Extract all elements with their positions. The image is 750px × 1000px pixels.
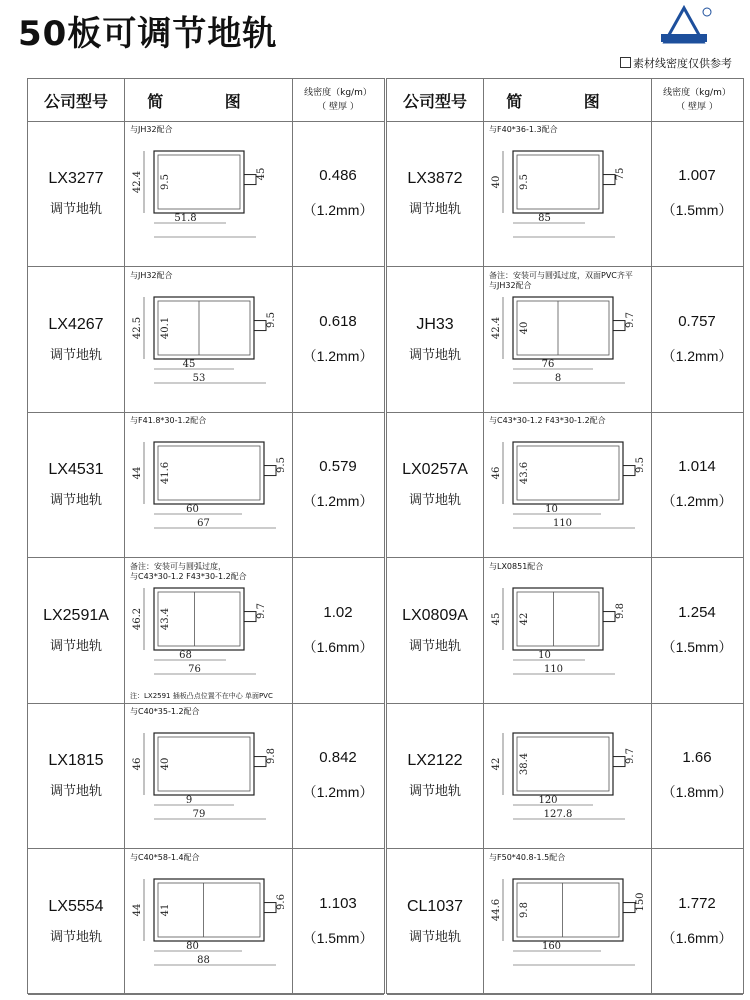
sketch-cell: [124, 849, 293, 994]
model-cell: [28, 121, 125, 266]
sketch-cell: [483, 121, 652, 266]
profile-slot: [613, 320, 625, 330]
dimension-label: 42: [491, 758, 502, 771]
table-row: [387, 121, 743, 267]
density-cell: [651, 703, 743, 848]
table-header: [387, 79, 743, 122]
dimension-label: 42.5: [132, 316, 143, 339]
density-value: 0.842: [319, 749, 357, 767]
sketch-cell: [483, 267, 652, 412]
model-number: CL1037: [406, 898, 464, 915]
density-cell: [651, 849, 743, 994]
dimension-label: 46: [132, 758, 143, 771]
dimension-label: 42: [519, 612, 530, 626]
dimension-label: 53: [192, 372, 206, 384]
profile-drawing: [124, 267, 292, 412]
density-value: 0.757: [678, 312, 716, 330]
dimension-label: 160: [541, 941, 562, 952]
wall-thickness: （1.2mm）: [302, 784, 374, 801]
product-type: 调节地轨: [408, 202, 461, 217]
wall-thickness: （1.2mm）: [302, 202, 374, 218]
sketch-cell: [483, 849, 652, 994]
table-row: [28, 121, 384, 267]
profile-slot: [603, 611, 615, 621]
density-cell: [651, 121, 743, 266]
profile-inner: [158, 883, 260, 937]
product-type: 调节地轨: [49, 930, 102, 945]
dimension-label: 46.2: [132, 607, 143, 630]
fit-caption: 与F41.8*30-1.2配合: [130, 416, 207, 426]
profile-drawing: [124, 703, 292, 848]
model-number: LX3872: [407, 170, 463, 187]
dimension-label: 127.8: [543, 809, 573, 821]
fit-caption: 与C40*58-1.4配合: [130, 853, 200, 862]
table-row: [387, 267, 743, 413]
dimension-label: 9.8: [519, 902, 530, 918]
profile-inner: [517, 883, 619, 937]
model-number: LX1815: [48, 752, 104, 770]
dimension-label: 110: [543, 663, 564, 675]
density-value: 0.618: [319, 312, 357, 330]
density-value: 1.103: [319, 895, 357, 912]
profile-inner: [517, 301, 609, 355]
density-value: 1.66: [682, 749, 712, 767]
table-row: [28, 267, 384, 413]
sketch-cell: [124, 267, 293, 412]
table-header: [28, 79, 384, 122]
profile-inner: [158, 737, 250, 791]
wall-thickness: （1.6mm）: [661, 930, 733, 946]
profile-drawing: [124, 849, 292, 994]
model-cell: [387, 412, 484, 557]
dimension-label: 46: [491, 466, 502, 480]
dimension-label: 85: [538, 213, 551, 224]
profile-slot: [244, 175, 256, 185]
header-density: [292, 79, 384, 121]
model-cell: [387, 703, 484, 848]
model-cell: [387, 558, 484, 703]
model-number: LX4531: [48, 461, 104, 479]
footnote: 注：LX2591 插板凸点位置不在中心 单面PVC: [130, 691, 273, 700]
model-cell: [28, 849, 125, 994]
dimension-label: 10: [538, 649, 551, 661]
profile-drawing: [124, 121, 292, 266]
sketch-cell: [124, 703, 293, 848]
profile-drawing: [483, 703, 651, 848]
dimension-label: 76: [188, 663, 201, 675]
profile-slot: [244, 611, 256, 621]
density-cell: [292, 558, 384, 703]
dimension-label: 45: [256, 167, 267, 181]
wall-thickness: （1.2mm）: [302, 347, 374, 364]
wall-thickness: （1.8mm）: [661, 784, 733, 801]
product-type: 调节地轨: [49, 784, 102, 800]
product-type: 调节地轨: [408, 638, 461, 654]
wall-thickness: （1.2mm）: [661, 347, 733, 364]
dimension-label: 88: [197, 955, 210, 966]
model-number: LX4267: [48, 315, 104, 333]
dimension-label: 45: [182, 358, 196, 370]
dimension-label: 9.5: [266, 311, 277, 328]
header-density: [651, 79, 743, 121]
dimension-label: 41: [160, 903, 171, 917]
dimension-label: 9.8: [615, 602, 626, 619]
sketch-cell: [124, 558, 293, 703]
dimension-label: 51.8: [174, 213, 197, 224]
model-cell: [387, 121, 484, 266]
density-cell: [292, 849, 384, 994]
product-type: 调节地轨: [408, 493, 461, 509]
profile-drawing: [483, 849, 651, 994]
dimension-label: 9.5: [276, 457, 287, 474]
sketch-cell: [483, 558, 652, 703]
dimension-label: 9.5: [160, 174, 171, 190]
profile-drawing: [483, 412, 651, 557]
density-value: 1.772: [678, 895, 716, 912]
table-row: [387, 703, 743, 849]
model-number: LX2122: [407, 752, 463, 770]
dimension-label: 40: [519, 321, 530, 334]
dimension-label: 9.7: [625, 748, 636, 765]
fit-caption: 与JH32配合: [130, 270, 173, 280]
wall-thickness: （1.5mm）: [302, 930, 374, 946]
reference-note: [620, 55, 732, 71]
wall-thickness: （1.6mm）: [302, 638, 374, 655]
wall-thickness: （1.5mm）: [661, 638, 733, 655]
dimension-label: 42.4: [132, 170, 143, 194]
table-row: [387, 849, 743, 995]
product-type: 调节地轨: [49, 347, 102, 363]
product-type: 调节地轨: [49, 638, 102, 654]
dimension-label: 9.5: [519, 174, 530, 190]
profile-slot: [264, 466, 276, 476]
dimension-label: 79: [192, 809, 206, 821]
model-cell: [387, 267, 484, 412]
sketch-cell: [483, 703, 652, 848]
profile-slot: [623, 466, 635, 476]
dimension-label: 40.1: [160, 316, 171, 339]
dimension-label: 9.5: [635, 457, 646, 474]
density-value: 1.02: [323, 603, 353, 621]
model-number: LX0809A: [402, 606, 468, 624]
header-wall-label: （ 壁厚 ）: [676, 102, 718, 112]
fit-caption: 与C43*30-1.2 F43*30-1.2配合: [489, 416, 606, 426]
dimension-label: 9: [185, 795, 193, 807]
dimension-label: 9.6: [276, 894, 287, 910]
profile-inner: [158, 301, 250, 355]
dimension-label: 44: [132, 903, 143, 917]
density-value: 1.014: [678, 458, 716, 476]
model-cell: [28, 558, 125, 703]
dimension-label: 38.4: [519, 753, 530, 776]
dimension-label: 44: [132, 466, 143, 480]
profile-inner: [517, 737, 609, 791]
profile-slot: [603, 175, 615, 185]
reference-note-text: 素材线密度仅供参考: [633, 57, 732, 70]
model-cell: [28, 267, 125, 412]
header-sketch: 简 图: [124, 79, 293, 121]
model-cell: [28, 412, 125, 557]
model-number: LX5554: [48, 898, 104, 915]
dimension-label: 150: [635, 892, 646, 912]
profile-slot: [623, 903, 635, 913]
profile-slot: [254, 320, 266, 330]
dimension-label: 120: [538, 795, 558, 807]
dimension-label: 9.7: [625, 311, 636, 328]
page-title: 50板可调节地轨: [18, 14, 278, 54]
dimension-label: 8: [554, 372, 562, 384]
model-cell: [387, 849, 484, 994]
wall-thickness: （1.2mm）: [302, 493, 374, 510]
table-row: [28, 412, 384, 558]
model-cell: [28, 703, 125, 848]
profile-inner: [158, 446, 260, 500]
table-row: [28, 703, 384, 849]
density-value: 1.007: [678, 167, 716, 184]
header-density-label: 线密度（kg/m）: [663, 88, 731, 98]
dimension-label: 76: [541, 358, 555, 370]
dimension-label: 68: [179, 649, 192, 661]
table-row: [387, 412, 743, 558]
dimension-label: 44.6: [491, 898, 502, 922]
dimension-label: 80: [186, 941, 199, 952]
profile-drawing: [483, 558, 651, 703]
dimension-label: 110: [552, 518, 573, 530]
sketch-cell: [483, 412, 652, 557]
dimension-label: 67: [197, 518, 210, 530]
model-number: LX2591A: [43, 606, 109, 624]
density-cell: [651, 267, 743, 412]
fit-caption: 与C40*35-1.2配合: [130, 707, 200, 717]
left-table: [27, 78, 385, 994]
header-sketch: 简 图: [483, 79, 652, 121]
density-value: 0.486: [319, 167, 357, 184]
model-number: LX3277: [48, 170, 104, 187]
fit-caption: 与LX0851配合: [489, 561, 544, 571]
fit-caption: 备注：安装可与圆弧过度， 与C43*30-1.2 F43*30-1.2配合: [130, 561, 247, 581]
dimension-label: 75: [615, 167, 626, 181]
model-number: LX0257A: [402, 461, 468, 479]
density-value: 0.579: [319, 458, 357, 476]
fit-caption: 与F40*36-1.3配合: [489, 125, 558, 134]
fit-caption: 与F50*40.8-1.5配合: [489, 853, 566, 862]
density-cell: [292, 703, 384, 848]
right-table: [386, 78, 744, 994]
dimension-label: 41.6: [160, 462, 171, 485]
fit-caption: 与JH32配合: [130, 125, 173, 134]
profile-slot: [264, 903, 276, 913]
profile-inner: [517, 446, 619, 500]
profile-drawing: [483, 121, 651, 266]
product-type: 调节地轨: [408, 930, 461, 945]
dimension-label: 40: [160, 758, 171, 771]
density-cell: [292, 121, 384, 266]
sketch-cell: [124, 121, 293, 266]
fit-caption: 备注：安装可与圆弧过度，双面PVC齐平 与JH32配合: [489, 270, 633, 290]
table-row: [387, 558, 743, 704]
dimension-label: 9.7: [256, 602, 267, 619]
checkbox-icon: [620, 57, 631, 68]
product-type: 调节地轨: [49, 493, 102, 509]
header-density-label: 线密度（kg/m）: [304, 88, 372, 98]
model-number: JH33: [416, 315, 454, 333]
header-wall-label: （ 壁厚 ）: [317, 102, 359, 112]
brand-logo: [655, 4, 713, 48]
wall-thickness: （1.2mm）: [661, 493, 733, 510]
product-type: 调节地轨: [408, 347, 461, 363]
profile-drawing: [483, 267, 651, 412]
dimension-label: 42.4: [491, 316, 502, 339]
wall-thickness: （1.5mm）: [661, 202, 733, 218]
dimension-label: 43.4: [160, 607, 171, 630]
table-row: [28, 558, 384, 704]
dimension-label: 9.8: [266, 748, 277, 765]
profile-drawing: [124, 412, 292, 557]
dimension-label: 43.6: [519, 462, 530, 485]
table-row: [28, 849, 384, 995]
density-cell: [651, 412, 743, 557]
dimension-label: 60: [186, 504, 199, 516]
dimension-label: 40: [491, 175, 502, 189]
density-value: 1.254: [678, 603, 716, 621]
density-cell: [292, 267, 384, 412]
profile-slot: [613, 757, 625, 767]
dimension-label: 45: [491, 612, 502, 626]
profile-slot: [254, 757, 266, 767]
dimension-label: 10: [545, 504, 558, 516]
product-type: 调节地轨: [49, 202, 102, 217]
density-cell: [651, 558, 743, 703]
header-model: 公司型号: [28, 79, 125, 121]
profile-drawing: [124, 558, 292, 703]
density-cell: [292, 412, 384, 557]
sketch-cell: [124, 412, 293, 557]
header-model: 公司型号: [387, 79, 484, 121]
product-type: 调节地轨: [408, 784, 461, 800]
